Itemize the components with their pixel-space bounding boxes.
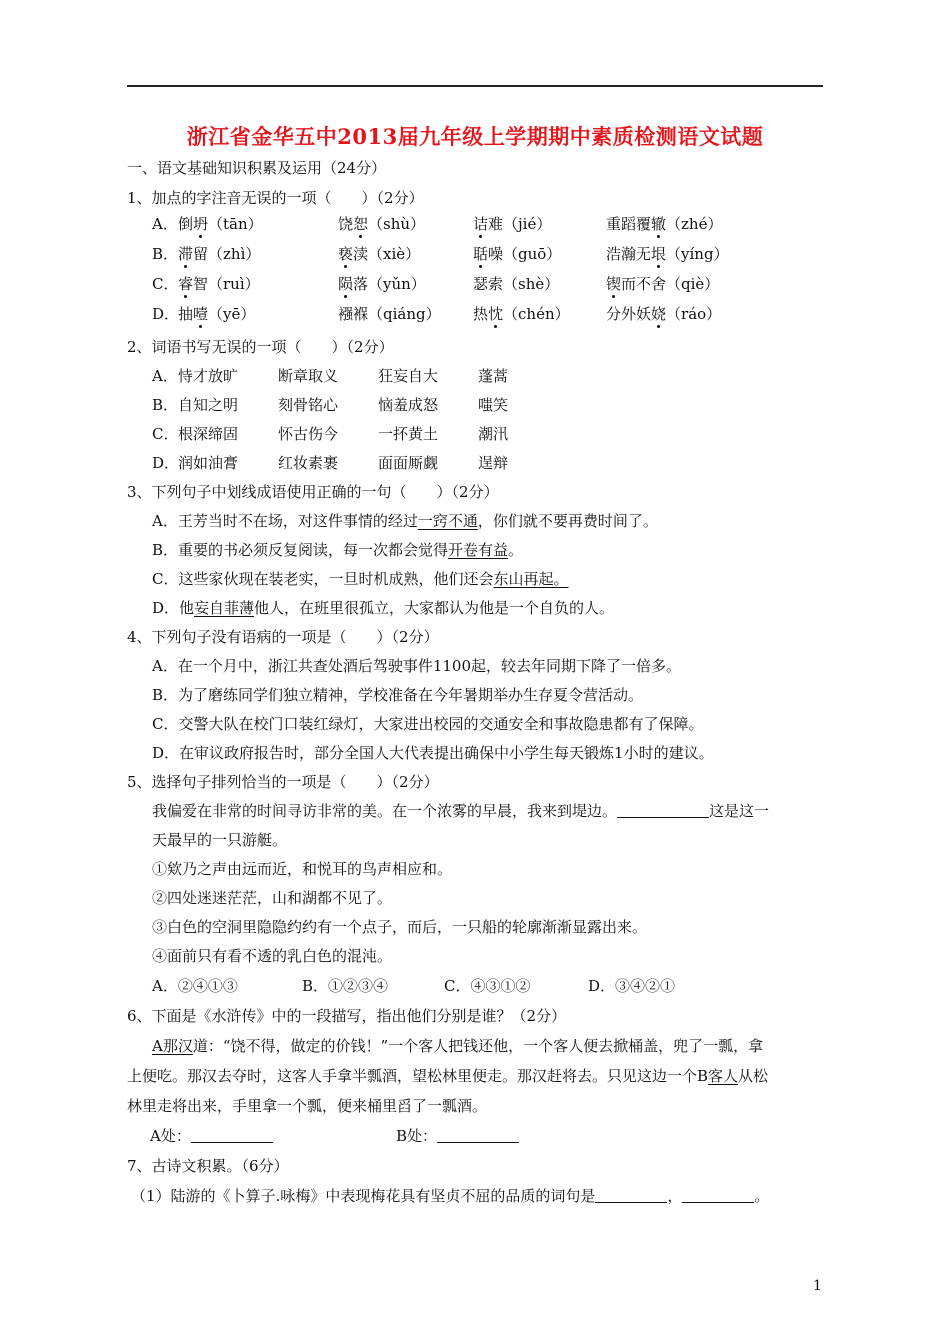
question-6-passage-line-3: 林里走将出来，手里拿一个瓢，便来桶里舀了一瓢酒。 [127,1097,488,1115]
answer-blank-2[interactable] [682,1188,754,1203]
dotted-char: 忱 [488,305,504,323]
option-term: 分外妖娆（ráo） [606,305,722,323]
dotted-char: 辙 [651,215,667,233]
option-term: 饶恕（shù） [338,215,426,233]
dotted-char: 恕 [353,215,369,233]
option-label: C． [152,425,179,443]
header-rule [127,85,823,87]
question-3-option-a: A．王芳当时不在场，对这件事情的经过一窍不通，你们就不要再费时间了。 [152,512,658,530]
question-6-stem: 6、下面是《水浒传》中的一段描写，指出他们分别是谁？（2分） [127,1007,567,1025]
answer-blank-b[interactable] [437,1128,519,1143]
question-5-sentence-2: ②四处迷迷茫茫，山和湖都不见了。 [152,889,393,907]
option-label: C． [152,275,179,293]
option-term: 嗤笑 [478,396,509,414]
question-1-stem: 1、加点的字注音无误的一项（ ）（2分） [127,189,424,207]
question-7-item-1: （1）陆游的《卜算子.咏梅》中表现梅花具有坚贞不屈的品质的词句是 ， 。 [131,1187,770,1205]
question-3-option-c: C．这些家伙现在装老实，一旦时机成熟，他们还会东山再起。 [152,570,569,588]
option-term: 润如油膏 [178,454,239,472]
option-term: 断章取义 [278,367,339,385]
question-3-option-d: D．他妄自菲薄他人，在班里很孤立，大家都认为他是一个自负的人。 [152,599,615,617]
question-3-option-b: B．重要的书必须反复阅读，每一次都会觉得开卷有益。 [152,541,524,559]
question-5-sentence-4: ④面前只有看不透的乳白色的混沌。 [152,947,393,965]
option-term: 潮汛 [478,425,509,443]
dotted-char: 垠 [651,245,667,263]
option-term: 热忱（chén） [473,305,570,323]
option-term: 聒噪（guō） [473,245,562,263]
question-2-stem: 2、词语书写无误的一项（ ）（2分） [127,338,394,356]
option-term: 浩瀚无垠（yíng） [606,245,729,263]
question-5-option-d: D．③④②① [588,977,676,995]
question-5-passage-line-2: 天最早的一只游艇。 [152,831,288,849]
dotted-char: 睿 [178,275,194,293]
option-term: 亵渎（xiè） [338,245,421,263]
option-term: 红妆素裹 [278,454,339,472]
option-label: D． [152,305,180,323]
option-label: D． [152,454,180,472]
dotted-char: 诘 [473,215,489,233]
question-3-stem: 3、下列句子中划线成语使用正确的一句（ ）（2分） [127,483,499,501]
option-term: 重蹈覆辙（zhé） [606,215,723,233]
option-term: 恃才放旷 [178,367,239,385]
question-4-option-c: C．交警大队在校门口装红绿灯，大家进出校园的交通安全和事故隐患都有了保障。 [152,715,704,733]
option-term: 自知之明 [178,396,239,414]
dotted-char: 坍 [193,215,209,233]
answer-blank[interactable] [617,803,709,818]
question-5-option-b: B．①②③④ [302,977,389,995]
question-7-stem: 7、古诗文积累。（6分） [127,1157,289,1175]
question-5-stem: 5、选择句子排列恰当的一项是（ ）（2分） [127,773,439,791]
question-4-option-d: D．在审议政府报告时，部分全国人大代表提出确保中小学生每天锻炼1小时的建议。 [152,744,714,762]
question-6-passage-line-1: A那汉道：“饶不得，做定的价钱！”一个客人把钱还他，一个客人便去掀桶盖，兜了一瓢，拿 [152,1037,764,1055]
question-6-answer-a: A处： [150,1126,273,1146]
option-label: B． [152,245,179,263]
option-label: A． [152,215,178,233]
option-label: A． [152,367,178,385]
option-term: 陨落（yǔn） [338,275,426,293]
option-term: 一抔黄土 [378,425,439,443]
option-term: 睿智（ruì） [178,275,260,293]
option-term: 锲而不舍（qiè） [606,275,720,293]
option-term: 襁褓（qiáng） [338,305,441,323]
question-5-sentence-3: ③白色的空洞里隐隐约约有一个点子，而后，一只船的轮廓渐渐显露出来。 [152,918,648,936]
option-term: 滞留（zhì） [178,245,261,263]
answer-blank-1[interactable] [595,1188,667,1203]
option-term: 倒坍（tān） [178,215,263,233]
option-term: 抽噎（yē） [178,305,256,323]
question-4-option-b: B．为了磨练同学们独立精神，学校准备在今年暑期举办生存夏令营活动。 [152,686,644,704]
dotted-char: 聒 [473,245,489,263]
answer-blank-a[interactable] [191,1128,273,1143]
option-term: 面面厮觑 [378,454,439,472]
option-term: 怀古伤今 [278,425,339,443]
option-term: 根深缔固 [178,425,239,443]
question-6-passage-line-2: 上便吃。那汉去夺时，这客人手拿半瓢酒，望松林里便走。那汉赶将去。只见这边一个B客人从松 [127,1067,769,1085]
option-term: 刻骨铭心 [278,396,339,414]
question-5-sentence-1: ①欸乃之声由远而近，和悦耳的鸟声相应和。 [152,860,453,878]
question-5-passage-line-1: 我偏爱在非常的时间寻访非常的美。在一个浓雾的早晨，我来到堤边。 这是这一 [152,802,770,820]
option-term: 狂妄自大 [378,367,439,385]
option-term: 蓬蒿 [478,367,509,385]
section-heading: 一、语文基础知识积累及运用（24分） [127,159,387,177]
dotted-char: 陨 [338,275,354,293]
question-5-option-a: A．②④①③ [152,977,238,995]
dotted-char: 锲 [606,275,622,293]
question-4-stem: 4、下列句子没有语病的一项是（ ）（2分） [127,628,439,646]
option-label: B． [152,396,179,414]
option-term: 恼羞成怒 [378,396,439,414]
question-6-answer-b: B处： [396,1126,519,1146]
dotted-char: 娆 [651,305,667,323]
document-title: 浙江省金华五中2013届九年级上学期期中素质检测语文试题 [186,124,764,149]
question-4-option-a: A．在一个月中，浙江共查处酒后驾驶事件1100起，较去年同期下降了一倍多。 [152,657,682,675]
question-5-option-c: C．④③①② [444,977,531,995]
dotted-char: 噎 [193,305,209,323]
dotted-char: 滞 [178,245,194,263]
dotted-char: 亵 [338,245,354,263]
page-number: 1 [813,1278,822,1294]
option-term: 逞辩 [478,454,509,472]
option-term: 瑟索（shè） [473,275,560,293]
option-term: 诘难（jié） [473,215,552,233]
